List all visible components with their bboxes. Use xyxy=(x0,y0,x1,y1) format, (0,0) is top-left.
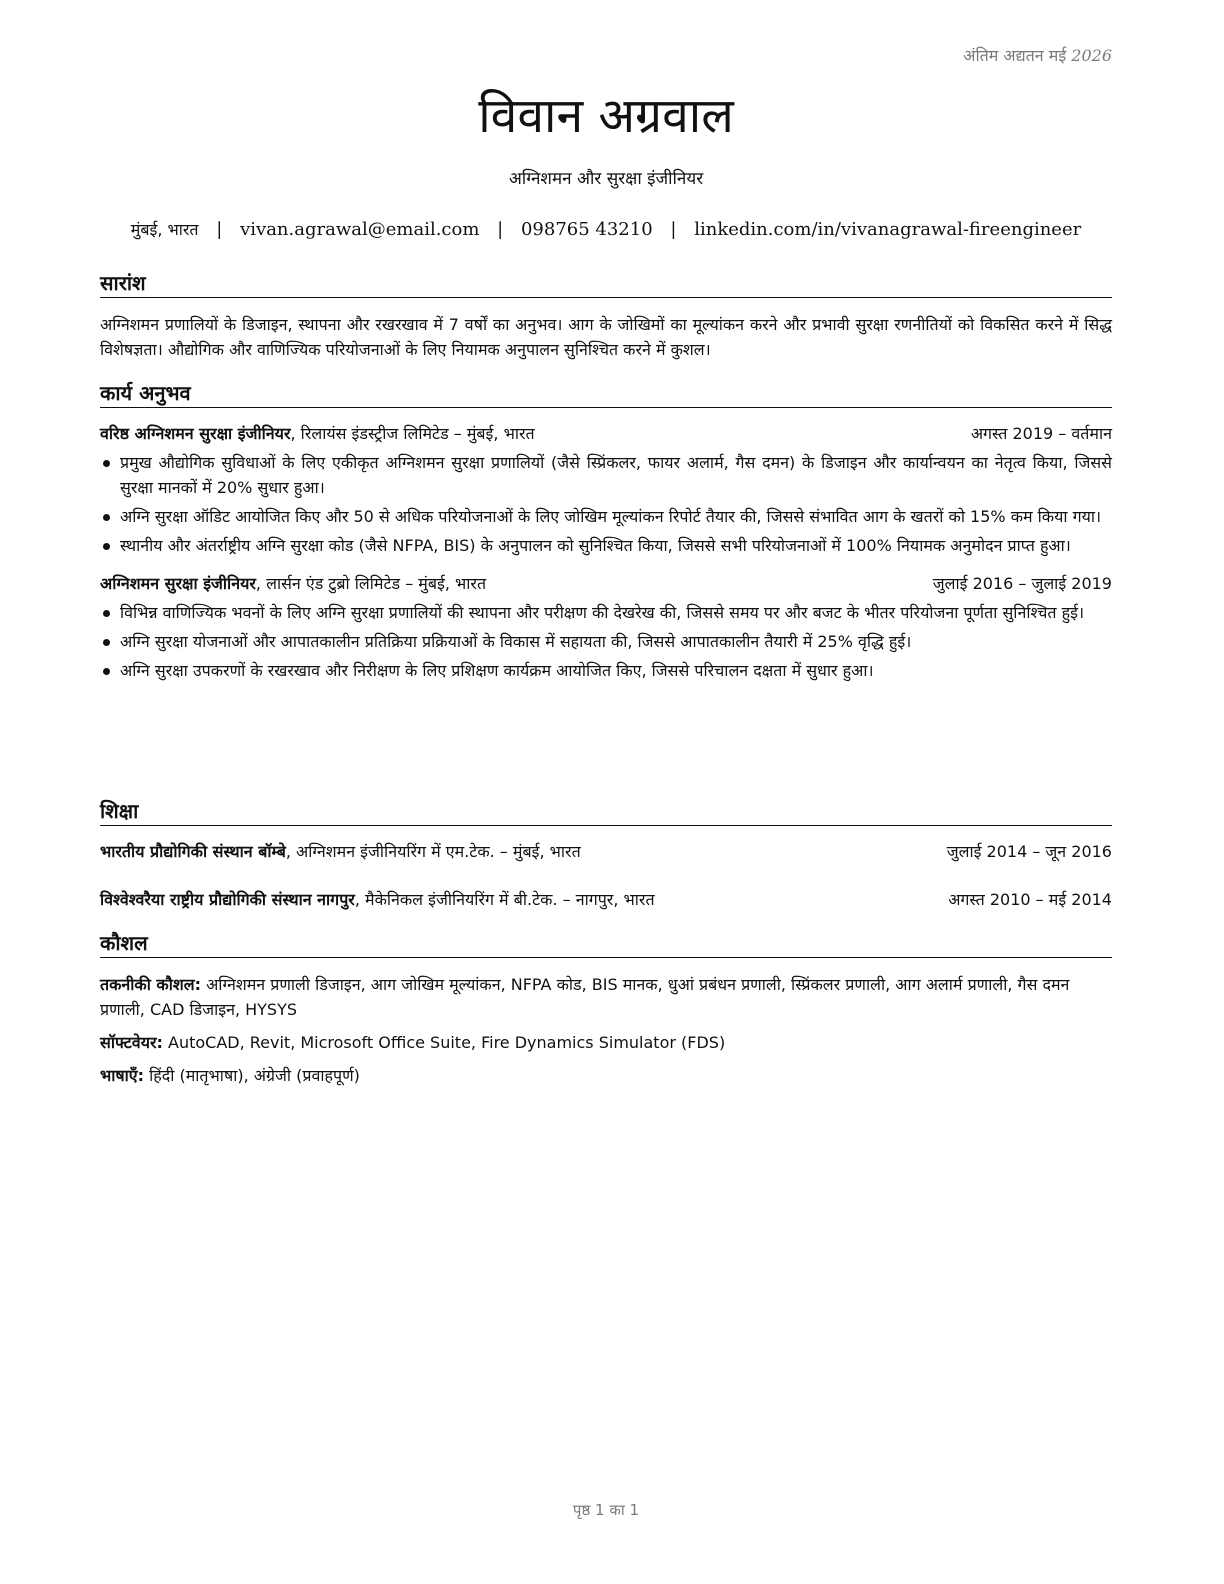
education-entry xyxy=(100,840,1112,864)
last-updated-year: 2026 xyxy=(1071,46,1112,65)
skills-section xyxy=(100,930,1112,1096)
job-org: , रिलायंस इंडस्ट्रीज लिमिटेड – मुंबई, भारत xyxy=(290,424,535,443)
last-updated xyxy=(963,44,1112,66)
summary-section xyxy=(100,270,1112,362)
job-bullet xyxy=(100,600,1112,625)
skill-value: AutoCAD, Revit, Microsoft Office Suite, Fire Dynamics Simulator (FDS) xyxy=(162,1033,726,1052)
candidate-name: विवान अग्रवाल xyxy=(478,88,734,144)
job-bullet-text: स्थानीय और अंतर्राष्ट्रीय अग्नि सुरक्षा कोड (जैसे NFPA, BIS) के अनुपालन को सुनिश्चित किया, जिससे सभी परियोजनाओं में 100% नियामक अनुमोदन प्राप्त हुआ। xyxy=(120,536,1071,555)
contact-separator: | xyxy=(497,219,504,240)
contact-separator: | xyxy=(216,219,223,240)
candidate-headline: अग्निशमन और सुरक्षा इंजीनियर xyxy=(508,169,704,189)
skill-row-technical xyxy=(100,972,1112,1022)
job-bullet-text: प्रमुख औद्योगिक सुविधाओं के लिए एकीकृत अग्निशमन सुरक्षा प्रणालियों (जैसे स्प्रिंकलर, फायर अलार्म, गैस दमन) के डिजाइन और कार्यान्वयन का नेतृत्व किया, जिससे सुरक्षा मानकों में 20% सुधार हुआ। xyxy=(120,453,1112,497)
job-dates: जुलाई 2016 – जुलाई 2019 xyxy=(932,574,1112,593)
job-bullet xyxy=(100,629,1112,654)
education-dates: जुलाई 2014 – जून 2016 xyxy=(946,842,1112,861)
education-detail: , अग्निशमन इंजीनियरिंग में एम.टेक. – मुंबई, भारत xyxy=(285,842,581,861)
summary-heading: सारांश xyxy=(100,270,1112,298)
skill-value: हिंदी (मातृभाषा), अंग्रेजी (प्रवाहपूर्ण) xyxy=(144,1066,360,1085)
contact-phone[interactable]: 098765 43210 xyxy=(520,219,653,240)
last-updated-label: अंतिम अद्यतन मई xyxy=(963,46,1067,65)
education-section xyxy=(100,798,1112,912)
job-bullet-text: अग्नि सुरक्षा उपकरणों के रखरखाव और निरीक्षण के लिए प्रशिक्षण कार्यक्रम आयोजित किए, जिससे परिचालन दक्षता में सुधार हुआ। xyxy=(120,661,874,680)
job-bullet xyxy=(100,533,1112,558)
contact-line xyxy=(100,218,1112,240)
bullet-dot-icon xyxy=(103,668,110,675)
resume-page xyxy=(100,0,1112,1584)
skill-value: अग्निशमन प्रणाली डिजाइन, आग जोखिम मूल्यांकन, NFPA कोड, BIS मानक, धुआं प्रबंधन प्रणाली, स्प्रिंकलर प्रणाली, आग अलार्म प्रणाली, गैस दमन प्रणाली, CAD डिजाइन, HYSYS xyxy=(100,975,1070,1019)
education-detail: , मैकेनिकल इंजीनियरिंग में बी.टेक. – नागपुर, भारत xyxy=(354,890,655,909)
summary-text: अग्निशमन प्रणालियों के डिजाइन, स्थापना और रखरखाव में 7 वर्षों का अनुभव। आग के जोखिमों का मूल्यांकन करने और प्रभावी सुरक्षा रणनीतियों को विकसित करने में सिद्ध विशेषज्ञता। औद्योगिक और वाणिज्यिक परियोजनाओं के लिए नियामक अनुपालन सुनिश्चित करने में कुशल। xyxy=(100,315,1112,359)
bullet-dot-icon xyxy=(103,543,110,550)
job-dates: अगस्त 2019 – वर्तमान xyxy=(970,424,1112,443)
job-role: अग्निशमन सुरक्षा इंजीनियर xyxy=(100,574,256,593)
job-bullet xyxy=(100,658,1112,683)
skill-label: तकनीकी कौशल: xyxy=(100,975,201,994)
job-bullet-text: विभिन्न वाणिज्यिक भवनों के लिए अग्नि सुरक्षा प्रणालियों की स्थापना और परीक्षण की देखरेख की, जिससे समय पर और बजट के भीतर परियोजना पूर्णता सुनिश्चित हुई। xyxy=(120,603,1085,622)
skills-heading: कौशल xyxy=(100,930,1112,958)
bullet-dot-icon xyxy=(103,460,110,467)
job-org: , लार्सन एंड टुब्रो लिमिटेड – मुंबई, भारत xyxy=(255,574,487,593)
job-bullet-text: अग्नि सुरक्षा योजनाओं और आपातकालीन प्रतिक्रिया प्रक्रियाओं के विकास में सहायता की, जिससे आपातकालीन तैयारी में 25% वृद्धि हुई। xyxy=(120,632,912,651)
job-bullet xyxy=(100,450,1112,500)
experience-heading: कार्य अनुभव xyxy=(100,380,1112,408)
education-dates: अगस्त 2010 – मई 2014 xyxy=(948,890,1112,909)
skill-row-languages xyxy=(100,1063,1112,1088)
skill-label: भाषाएँ: xyxy=(100,1066,145,1085)
bullet-dot-icon xyxy=(103,610,110,617)
contact-email[interactable]: vivan.agrawal@email.com xyxy=(240,219,480,240)
job-bullets xyxy=(100,450,1112,558)
experience-section xyxy=(100,380,1112,687)
contact-separator: | xyxy=(670,219,677,240)
page-number: पृष्ठ 1 का 1 xyxy=(572,1501,640,1519)
education-heading: शिक्षा xyxy=(100,798,1112,826)
job-bullet-text: अग्नि सुरक्षा ऑडिट आयोजित किए और 50 से अधिक परियोजनाओं के लिए जोखिम मूल्यांकन रिपोर्ट तैयार की, जिससे संभावित आग के खतरों को 15% कम किया गया। xyxy=(120,507,1102,526)
bullet-dot-icon xyxy=(103,639,110,646)
skill-row-software xyxy=(100,1030,1112,1055)
job-bullet xyxy=(100,504,1112,529)
contact-linkedin[interactable]: linkedin.com/in/vivanagrawal-fireengineer xyxy=(694,219,1082,240)
job-entry xyxy=(100,572,1112,683)
job-header xyxy=(100,572,1112,596)
contact-location: मुंबई, भारत xyxy=(130,220,199,239)
education-institution: भारतीय प्रौद्योगिकी संस्थान बॉम्बे xyxy=(100,842,286,861)
job-role: वरिष्ठ अग्निशमन सुरक्षा इंजीनियर xyxy=(100,424,291,443)
education-institution: विश्वेश्वरैया राष्ट्रीय प्रौद्योगिकी संस्थान नागपुर xyxy=(100,890,355,909)
job-bullets xyxy=(100,600,1112,683)
education-entry xyxy=(100,888,1112,912)
skill-label: सॉफ्टवेयर: xyxy=(100,1033,163,1052)
bullet-dot-icon xyxy=(103,514,110,521)
job-header xyxy=(100,422,1112,446)
job-entry xyxy=(100,422,1112,558)
